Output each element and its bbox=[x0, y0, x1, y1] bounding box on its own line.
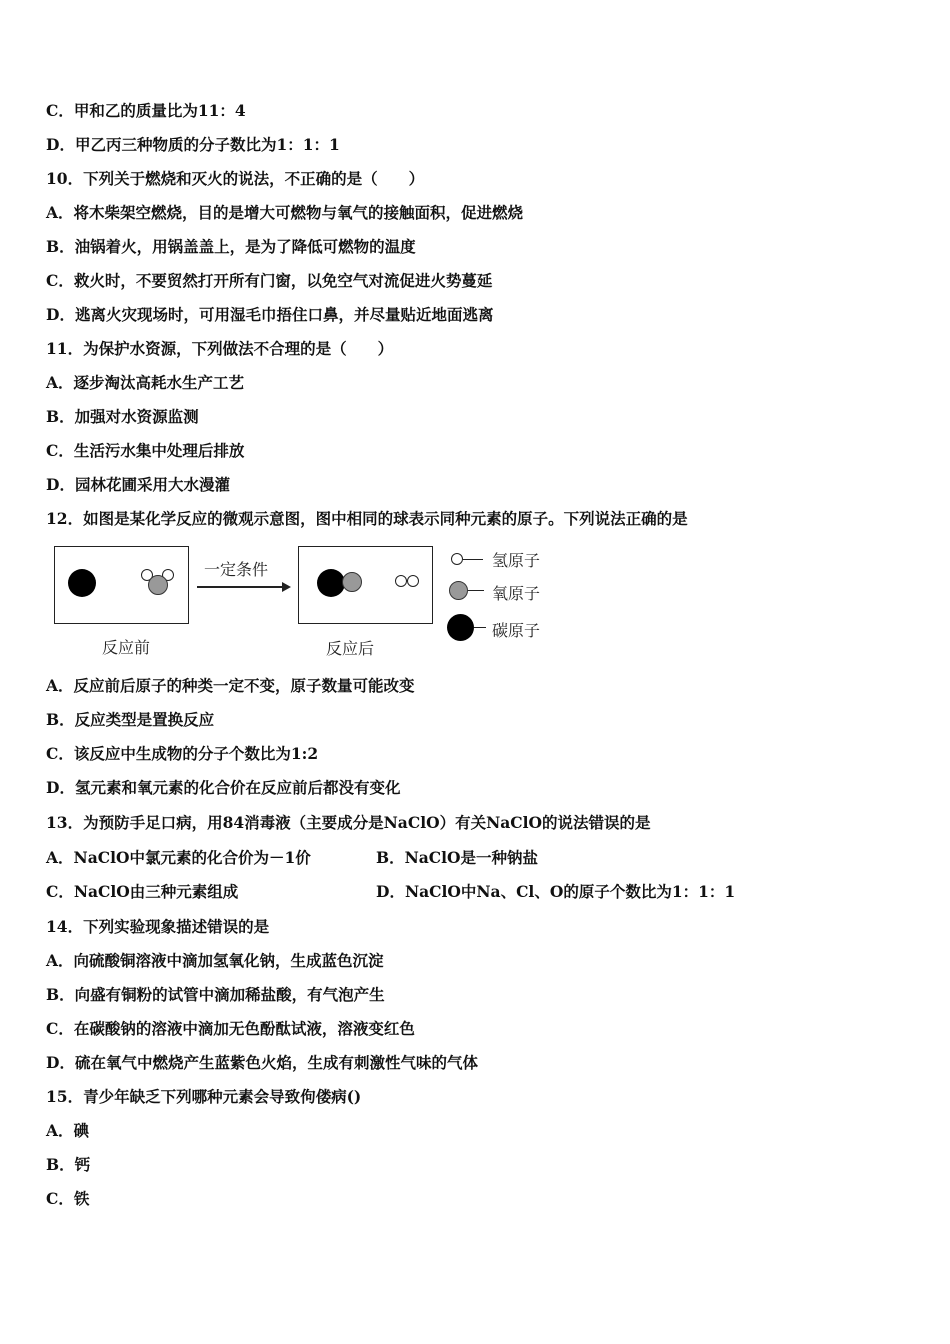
reaction-arrow bbox=[197, 586, 284, 588]
q9-option-c: C．甲和乙的质量比为11：4 bbox=[46, 101, 246, 120]
q12-option-b: B．反应类型是置换反应 bbox=[46, 710, 215, 729]
after-box bbox=[298, 546, 433, 624]
q13-option-d: D．NaClO中Na、Cl、O的原子个数比为1：1：1 bbox=[376, 882, 736, 901]
q12-option-d: D．氢元素和氧元素的化合价在反应前后都没有变化 bbox=[46, 778, 401, 797]
carbon-atom bbox=[317, 569, 345, 597]
q14-option-a: A．向硫酸铜溶液中滴加氢氧化钠，生成蓝色沉淀 bbox=[46, 951, 384, 970]
legend-oxygen-icon bbox=[449, 581, 468, 600]
legend-oxygen-label: 氧原子 bbox=[492, 584, 541, 603]
carbon-atom bbox=[68, 569, 96, 597]
q12-stem: 12．如图是某化学反应的微观示意图，图中相同的球表示同种元素的原子。下列说法正确的是 bbox=[46, 509, 688, 528]
q10-stem: 10．下列关于燃烧和灭火的说法，不正确的是（ ） bbox=[46, 169, 425, 188]
q11-option-d: D．园林花圃采用大水漫灌 bbox=[46, 475, 230, 494]
q14-option-c: C．在碳酸钠的溶液中滴加无色酚酞试液，溶液变红色 bbox=[46, 1019, 415, 1038]
q14-option-d: D．硫在氧气中燃烧产生蓝紫色火焰，生成有刺激性气味的气体 bbox=[46, 1053, 478, 1072]
legend-leader bbox=[474, 627, 486, 628]
q13-stem: 13．为预防手足口病，用84消毒液（主要成分是NaClO）有关NaClO的说法错误的是 bbox=[46, 813, 651, 832]
q13-option-a: A．NaClO中氯元素的化合价为－1价 bbox=[46, 848, 311, 867]
q14-stem: 14．下列实验现象描述错误的是 bbox=[46, 917, 270, 936]
before-label: 反应前 bbox=[102, 638, 151, 657]
q13-option-b: B．NaClO是一种钠盐 bbox=[376, 848, 539, 867]
hydrogen-atom bbox=[407, 575, 419, 587]
hydrogen-atom bbox=[395, 575, 407, 587]
q10-option-c: C．救火时，不要贸然打开所有门窗，以免空气对流促进火势蔓延 bbox=[46, 271, 493, 290]
q15-option-b: B．钙 bbox=[46, 1155, 91, 1174]
legend-leader bbox=[468, 590, 484, 591]
q12-option-a: A．反应前后原子的种类一定不变，原子数量可能改变 bbox=[46, 676, 415, 695]
oxygen-atom bbox=[342, 572, 362, 592]
q10-option-a: A．将木柴架空燃烧，目的是增大可燃物与氧气的接触面积，促进燃烧 bbox=[46, 203, 524, 222]
q14-option-b: B．向盛有铜粉的试管中滴加稀盐酸，有气泡产生 bbox=[46, 985, 385, 1004]
reaction-diagram bbox=[52, 545, 572, 663]
legend-leader bbox=[463, 559, 483, 560]
legend-hydrogen-label: 氢原子 bbox=[492, 551, 541, 570]
q11-stem: 11．为保护水资源，下列做法不合理的是（ ） bbox=[46, 339, 394, 358]
q15-option-c: C．铁 bbox=[46, 1189, 90, 1208]
condition-label: 一定条件 bbox=[204, 560, 269, 579]
q10-option-d: D．逃离火灾现场时，可用湿毛巾捂住口鼻，并尽量贴近地面逃离 bbox=[46, 305, 494, 324]
q12-option-c: C．该反应中生成物的分子个数比为1:2 bbox=[46, 744, 319, 763]
q15-option-a: A．碘 bbox=[46, 1121, 90, 1140]
q9-option-d: D．甲乙丙三种物质的分子数比为1：1：1 bbox=[46, 135, 340, 154]
q11-option-c: C．生活污水集中处理后排放 bbox=[46, 441, 245, 460]
arrow-head bbox=[282, 582, 291, 592]
oxygen-atom bbox=[148, 575, 168, 595]
after-label: 反应后 bbox=[326, 639, 375, 658]
legend-carbon-label: 碳原子 bbox=[492, 621, 541, 640]
legend-hydrogen-icon bbox=[451, 553, 463, 565]
q10-option-b: B．油锅着火，用锅盖盖上，是为了降低可燃物的温度 bbox=[46, 237, 416, 256]
before-box bbox=[54, 546, 189, 624]
legend-carbon-icon bbox=[447, 614, 474, 641]
q13-option-c: C．NaClO由三种元素组成 bbox=[46, 882, 239, 901]
q11-option-a: A．逐步淘汰高耗水生产工艺 bbox=[46, 373, 245, 392]
q15-stem: 15．青少年缺乏下列哪种元素会导致佝偻病() bbox=[46, 1087, 362, 1106]
q11-option-b: B．加强对水资源监测 bbox=[46, 407, 199, 426]
